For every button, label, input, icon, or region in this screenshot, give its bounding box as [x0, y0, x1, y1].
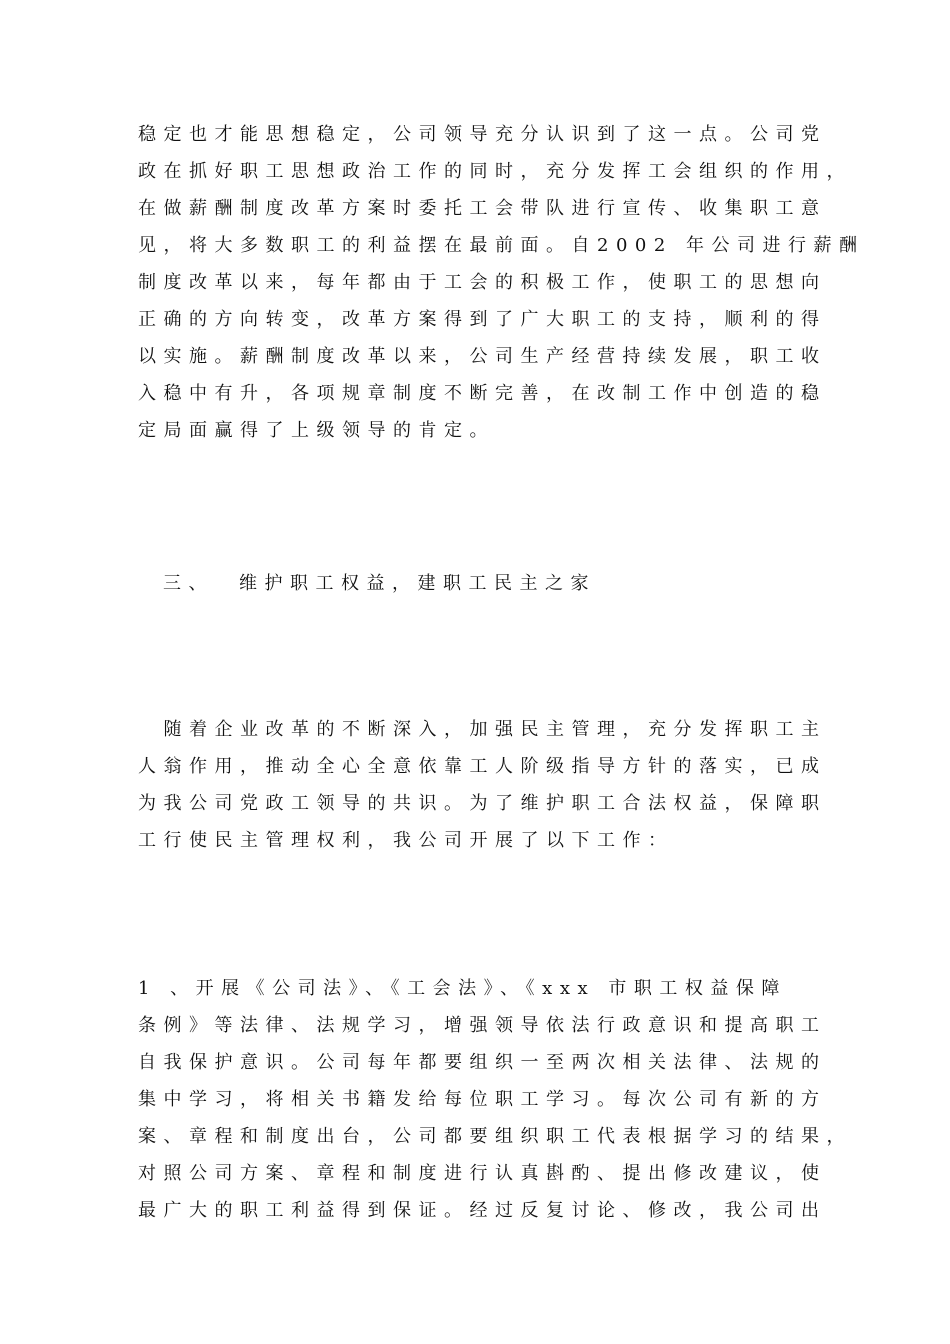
text-line: 见，将大多数职工的利益摆在最前面。自2002 年公司进行薪酬 [138, 235, 865, 256]
text-line: 工行使民主管理权利，我公司开展了以下工作： [138, 830, 674, 851]
text-line: 人翁作用，推动全心全意依靠工人阶级指导方针的落实，已成 [138, 756, 827, 777]
paragraph-1 [138, 116, 865, 449]
text-line: 稳定也才能思想稳定，公司领导充分认识到了这一点。公司党 [138, 124, 827, 145]
text-line: 为我公司党政工领导的共识。为了维护职工合法权益，保障职 [138, 793, 827, 814]
text-line: 制度改革以来，每年都由于工会的积极工作，使职工的思想向 [138, 272, 827, 293]
text-line: 定局面赢得了上级领导的肯定。 [138, 420, 495, 441]
text-line: 对照公司方案、章程和制度进行认真斟酌、提出修改建议，使 [138, 1163, 827, 1184]
text-line: 政在抓好职工思想政治工作的同时，充分发挥工会组织的作用， [138, 161, 852, 182]
paragraph-2 [138, 711, 838, 859]
text-line: 入稳中有升，各项规章制度不断完善，在改制工作中创造的稳 [138, 383, 827, 404]
section-number: 三、 [163, 573, 214, 594]
section-heading [163, 565, 596, 602]
paragraph-3 [138, 970, 852, 1229]
text-line: 最广大的职工利益得到保证。经过反复讨论、修改，我公司出 [138, 1200, 827, 1221]
text-line: 在做薪酬制度改革方案时委托工会带队进行宣传、收集职工意 [138, 198, 827, 219]
text-line: 自我保护意识。公司每年都要组织一至两次相关法律、法规的 [138, 1052, 827, 1073]
text-line: 随着企业改革的不断深入，加强民主管理，充分发挥职工主 [138, 719, 827, 740]
text-line: 集中学习，将相关书籍发给每位职工学习。每次公司有新的方 [138, 1089, 827, 1110]
text-line: 条例》等法律、法规学习，增强领导依法行政意识和提高职工 [138, 1015, 827, 1036]
text-line: 1 、开展《公司法》、《工会法》、《xxx 市职工权益保障 [138, 978, 787, 999]
section-title: 维护职工权益，建职工民主之家 [239, 573, 596, 594]
text-line: 以实施。薪酬制度改革以来，公司生产经营持续发展，职工收 [138, 346, 827, 367]
text-line: 正确的方向转变，改革方案得到了广大职工的支持，顺利的得 [138, 309, 827, 330]
text-line: 案、章程和制度出台，公司都要组织职工代表根据学习的结果， [138, 1126, 852, 1147]
